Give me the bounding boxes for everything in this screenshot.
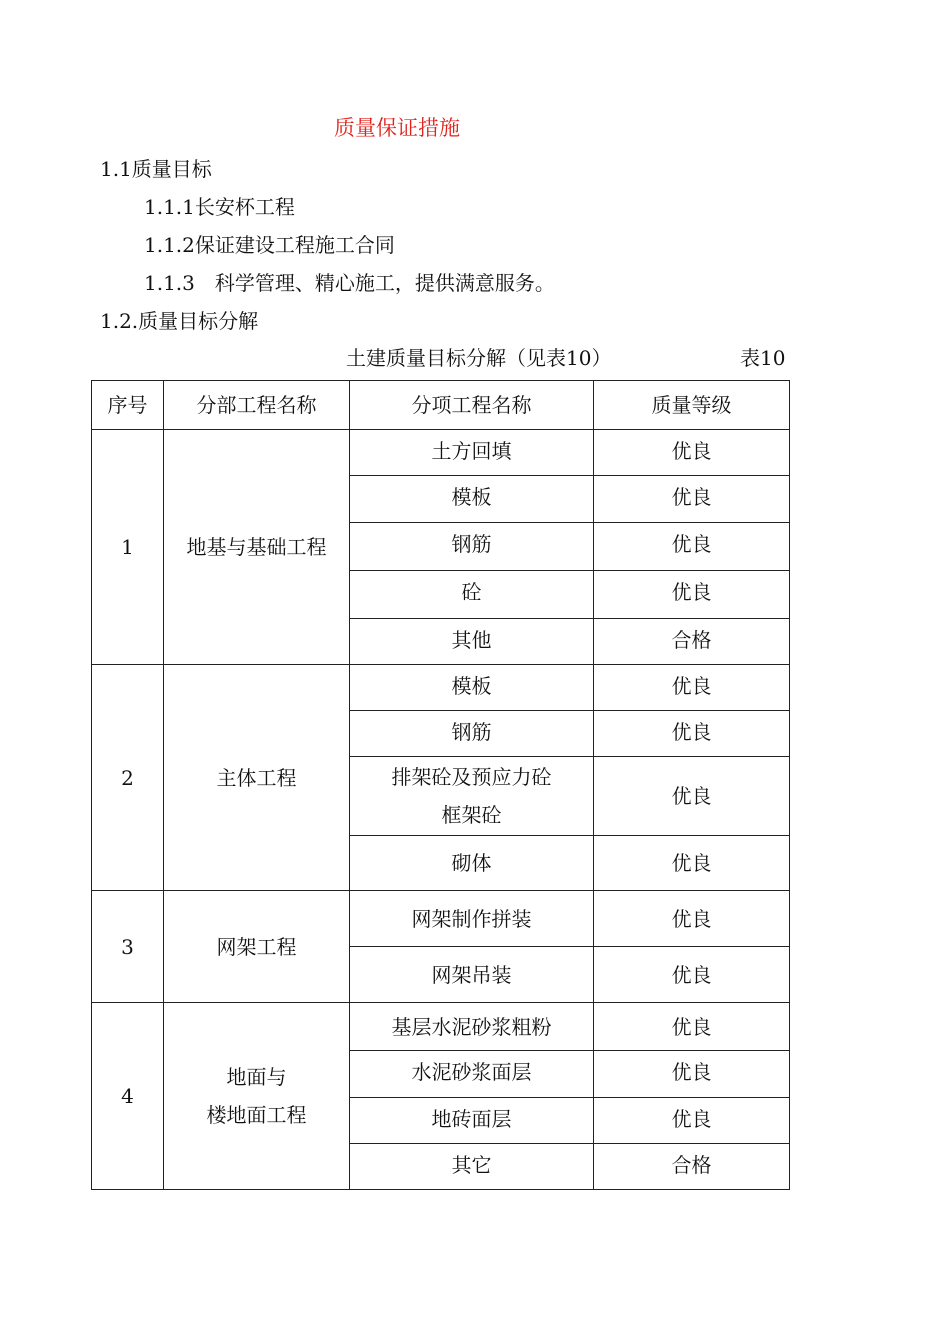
item-grade: 合格 [594, 1144, 790, 1190]
header-item: 分项工程名称 [350, 381, 594, 430]
item-grade: 优良 [594, 1098, 790, 1144]
item-name: 模板 [350, 665, 594, 711]
item-grade: 优良 [594, 947, 790, 1003]
table-row [92, 430, 790, 476]
item-name-line-1: 排架砼及预应力砼 [391, 765, 552, 789]
item-grade: 优良 [594, 523, 790, 571]
group-name: 网架工程 [164, 891, 350, 1003]
item-name: 模板 [350, 476, 594, 523]
table-number: 表10 [740, 346, 786, 370]
item-grade: 优良 [594, 571, 790, 619]
item-grade: 优良 [594, 1051, 790, 1098]
table-row [92, 891, 790, 947]
item-name: 其他 [350, 619, 594, 665]
item-name: 网架吊装 [350, 947, 594, 1003]
table-row [92, 665, 790, 711]
item-grade: 优良 [594, 476, 790, 523]
group-name: 主体工程 [164, 665, 350, 891]
item-name: 土方回填 [350, 430, 594, 476]
item-grade: 优良 [594, 891, 790, 947]
item-name: 钢筋 [350, 711, 594, 757]
group-no: 1 [92, 430, 164, 665]
item-name: 水泥砂浆面层 [350, 1051, 594, 1098]
item-name: 其它 [350, 1144, 594, 1190]
item-grade: 优良 [594, 665, 790, 711]
section-1-1: 1.1质量目标 [100, 157, 212, 181]
item-grade: 优良 [594, 1003, 790, 1051]
item-name: 网架制作拼装 [350, 891, 594, 947]
item-name: 砼 [350, 571, 594, 619]
group-no: 2 [92, 665, 164, 891]
section-1-2: 1.2.质量目标分解 [100, 309, 259, 333]
group-name-line-2: 楼地面工程 [206, 1103, 307, 1127]
header-grade: 质量等级 [594, 381, 790, 430]
document-title: 质量保证措施 [334, 116, 460, 140]
table-row [92, 1003, 790, 1051]
group-name: 地基与基础工程 [164, 430, 350, 665]
item-grade: 优良 [594, 430, 790, 476]
group-no: 4 [92, 1003, 164, 1190]
section-1-1-3: 1.1.3 科学管理、精心施工，提供满意服务。 [144, 271, 555, 295]
item-name: 地砖面层 [350, 1098, 594, 1144]
section-1-1-1: 1.1.1长安杯工程 [144, 195, 295, 219]
table-header-row [92, 381, 790, 430]
group-name-line-1: 地面与 [226, 1065, 287, 1089]
item-name: 钢筋 [350, 523, 594, 571]
item-name [350, 757, 594, 836]
quality-table [91, 380, 790, 1190]
group-no: 3 [92, 891, 164, 1003]
item-grade: 优良 [594, 757, 790, 836]
section-1-1-2: 1.1.2保证建设工程施工合同 [144, 233, 395, 257]
table-caption: 土建质量目标分解（见表10） [346, 346, 612, 370]
item-grade: 优良 [594, 836, 790, 891]
header-division: 分部工程名称 [164, 381, 350, 430]
header-no: 序号 [92, 381, 164, 430]
item-name: 砌体 [350, 836, 594, 891]
group-name [164, 1003, 350, 1190]
item-grade: 优良 [594, 711, 790, 757]
item-grade: 合格 [594, 619, 790, 665]
item-name: 基层水泥砂浆粗粉 [350, 1003, 594, 1051]
item-name-line-2: 框架砼 [441, 803, 502, 827]
